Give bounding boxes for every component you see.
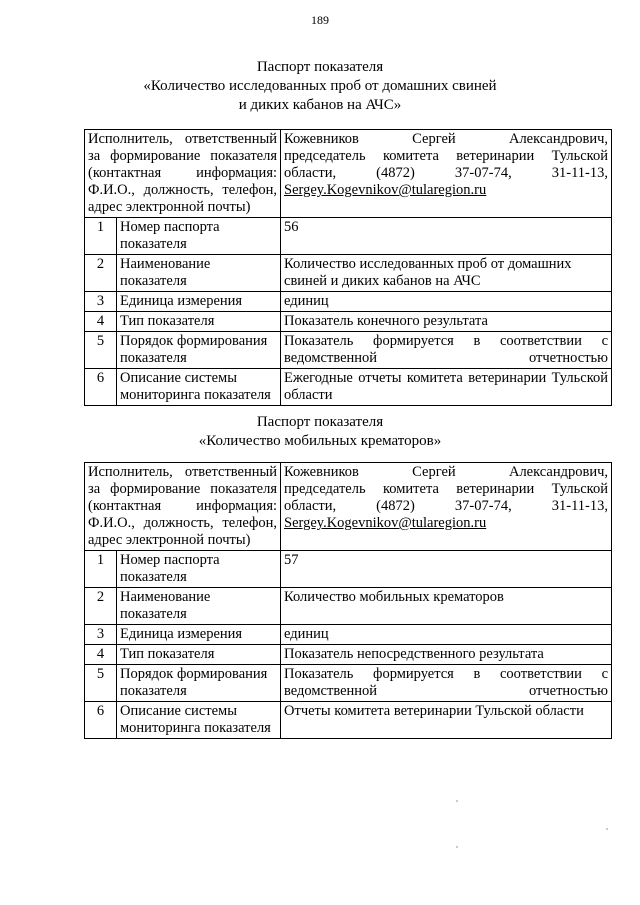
row-label: Тип показателя xyxy=(117,645,281,665)
row-number: 4 xyxy=(85,312,117,332)
title-line: «Количество мобильных крематоров» xyxy=(198,433,442,449)
scan-speck xyxy=(456,800,458,802)
table-row xyxy=(85,292,612,312)
executor-label-line: (контактная информация: xyxy=(88,165,278,181)
row-number: 1 xyxy=(85,218,117,255)
table-row xyxy=(85,255,612,292)
row-label: Описание системы мониторинга показателя xyxy=(117,369,281,406)
scan-speck xyxy=(456,846,458,848)
row-label: Наименование показателя xyxy=(117,255,281,292)
row-value: Показатель непосредственного результата xyxy=(281,645,612,665)
row-number: 3 xyxy=(85,292,117,312)
table-row xyxy=(85,369,612,406)
executor-label-line: Исполнитель, ответственный xyxy=(88,131,278,147)
executor-label-line: адрес электронной почты) xyxy=(88,199,251,215)
title-line: и диких кабанов на АЧС» xyxy=(238,97,402,113)
row-value: 56 xyxy=(281,218,612,255)
row-number: 4 xyxy=(85,645,117,665)
executor-label-cell xyxy=(85,463,281,551)
table-row xyxy=(85,551,612,588)
row-number: 6 xyxy=(85,702,117,739)
table-row xyxy=(85,312,612,332)
row-value: Отчеты комитета ветеринарии Тульской области xyxy=(281,702,612,739)
executor-value-line: области, (4872) 37-07-74, 31-11-13, xyxy=(284,165,609,181)
table-row xyxy=(85,588,612,625)
table-row-executor xyxy=(85,463,612,551)
table-row-executor xyxy=(85,130,612,218)
executor-value-line: председатель комитета ветеринарии Тульской xyxy=(284,148,609,164)
executor-label-line: за формирование показателя xyxy=(88,148,278,164)
row-value: Показатель формируется в соответствии с ведомственной отчетностью xyxy=(281,332,612,369)
row-label: Наименование показателя xyxy=(117,588,281,625)
executor-label-line: (контактная информация: xyxy=(88,498,278,514)
executor-value-cell xyxy=(281,463,612,551)
row-number: 1 xyxy=(85,551,117,588)
row-value: Показатель формируется в соответствии с ведомственной отчетностью xyxy=(281,665,612,702)
executor-label-line: Исполнитель, ответственный xyxy=(88,464,278,480)
executor-value-line: Кожевников Сергей Александрович, xyxy=(284,464,609,480)
row-number: 5 xyxy=(85,665,117,702)
executor-email-link[interactable]: Sergey.Kogevnikov@tularegion.ru xyxy=(284,515,487,531)
table-row xyxy=(85,625,612,645)
executor-value-cell xyxy=(281,130,612,218)
row-number: 2 xyxy=(85,588,117,625)
passport-title-2 xyxy=(0,413,640,451)
executor-label-line: за формирование показателя xyxy=(88,481,278,497)
row-number: 2 xyxy=(85,255,117,292)
title-line: Паспорт показателя xyxy=(256,414,384,430)
page-number: 189 xyxy=(311,13,329,27)
row-value: Количество исследованных проб от домашних свиней и диких кабанов на АЧС xyxy=(281,255,612,292)
scan-speck xyxy=(606,828,608,830)
table-row xyxy=(85,332,612,369)
executor-email-link[interactable]: Sergey.Kogevnikov@tularegion.ru xyxy=(284,182,487,198)
row-value: Ежегодные отчеты комитета ветеринарии Тульской области xyxy=(281,369,612,406)
executor-value-line: Кожевников Сергей Александрович, xyxy=(284,131,609,147)
row-number: 5 xyxy=(85,332,117,369)
row-label: Номер паспорта показателя xyxy=(117,551,281,588)
row-label: Описание системы мониторинга показателя xyxy=(117,702,281,739)
row-label: Единица измерения xyxy=(117,292,281,312)
row-number: 3 xyxy=(85,625,117,645)
row-value: 57 xyxy=(281,551,612,588)
row-label: Порядок формирования показателя xyxy=(117,665,281,702)
executor-value-line: председатель комитета ветеринарии Тульской xyxy=(284,481,609,497)
row-label: Номер паспорта показателя xyxy=(117,218,281,255)
executor-value-line: области, (4872) 37-07-74, 31-11-13, xyxy=(284,498,609,514)
executor-label-line: адрес электронной почты) xyxy=(88,532,251,548)
executor-label-line: Ф.И.О., должность, телефон, xyxy=(88,515,278,531)
title-line: «Количество исследованных проб от домашних свиней xyxy=(143,78,497,94)
table-row xyxy=(85,645,612,665)
row-label: Единица измерения xyxy=(117,625,281,645)
passport-title-1 xyxy=(0,58,640,115)
row-value: единиц xyxy=(281,292,612,312)
row-value: единиц xyxy=(281,625,612,645)
passport-table-2 xyxy=(84,462,612,739)
table-row xyxy=(85,665,612,702)
executor-label-cell xyxy=(85,130,281,218)
row-label: Порядок формирования показателя xyxy=(117,332,281,369)
title-line: Паспорт показателя xyxy=(256,59,384,75)
row-label: Тип показателя xyxy=(117,312,281,332)
row-value: Количество мобильных крематоров xyxy=(281,588,612,625)
table-row xyxy=(85,702,612,739)
row-number: 6 xyxy=(85,369,117,406)
executor-label-line: Ф.И.О., должность, телефон, xyxy=(88,182,278,198)
table-row xyxy=(85,218,612,255)
passport-table-1 xyxy=(84,129,612,406)
row-value: Показатель конечного результата xyxy=(281,312,612,332)
